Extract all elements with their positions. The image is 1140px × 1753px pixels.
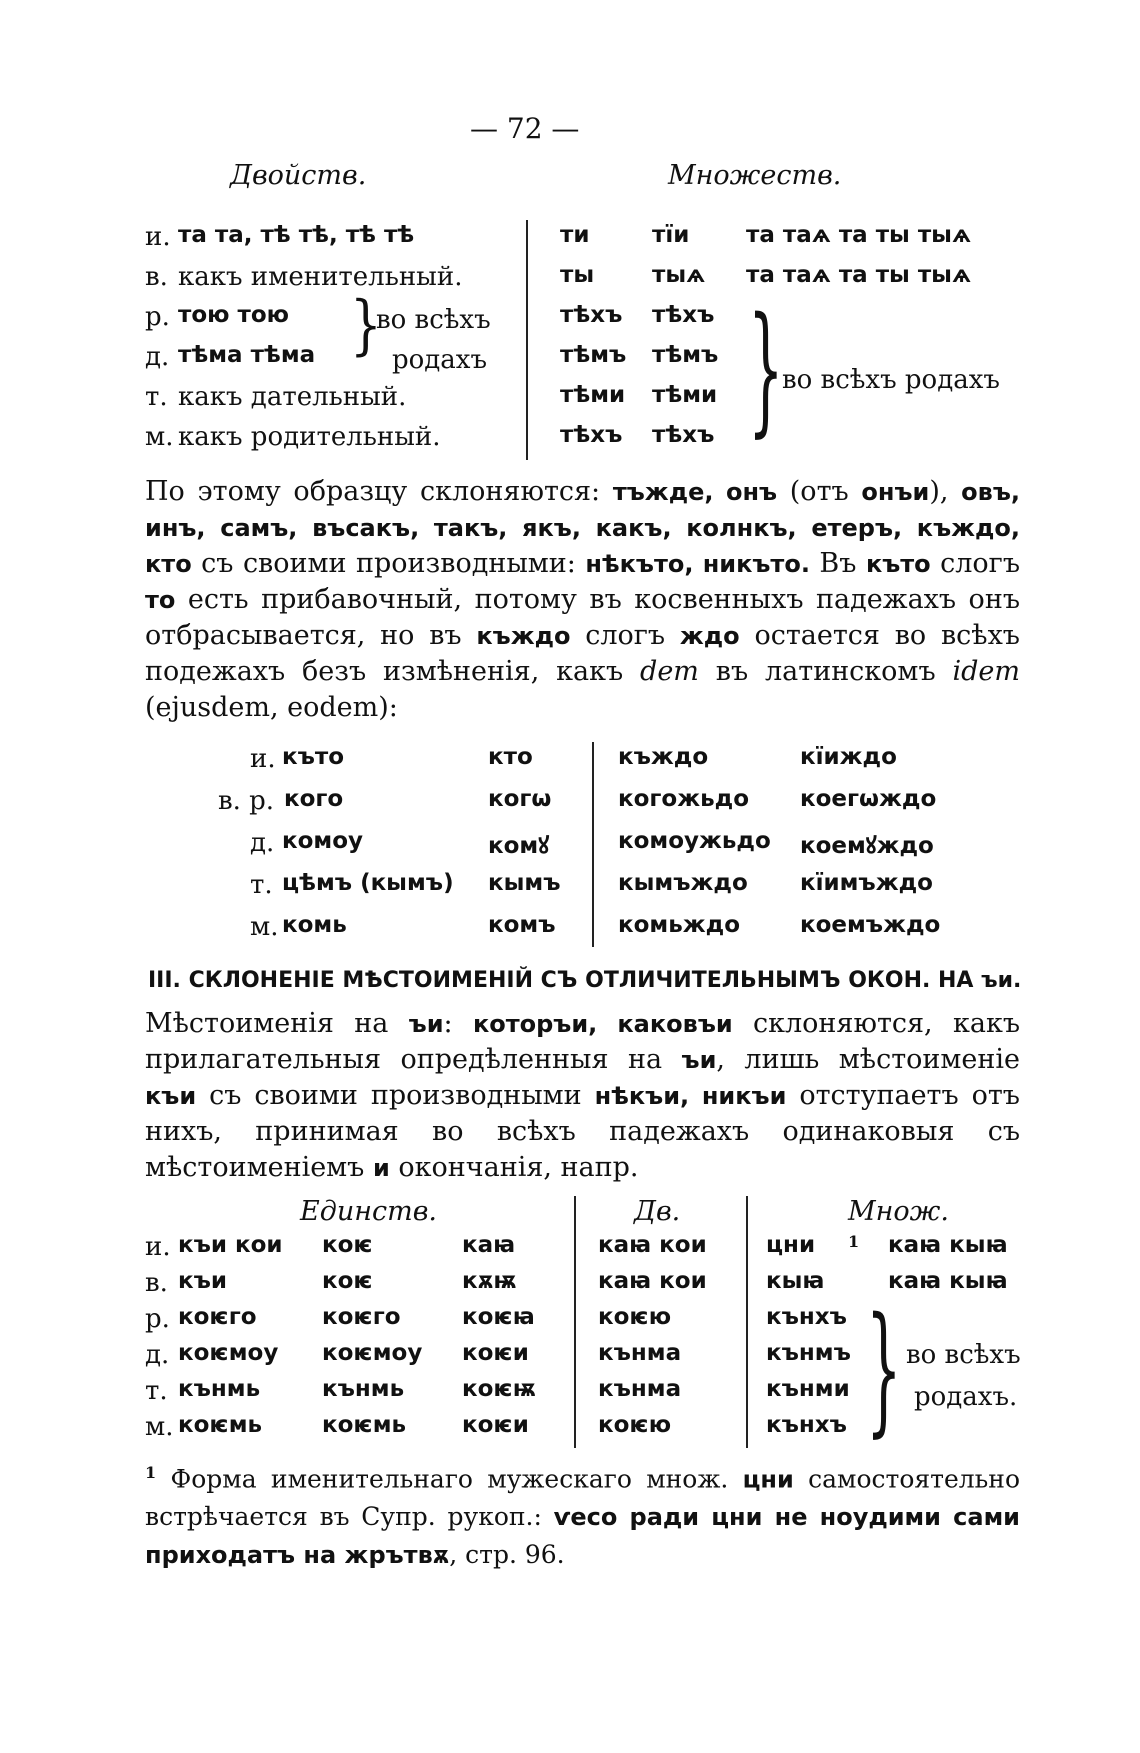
kyi-sg-fem: коѥи — [462, 1340, 529, 1366]
kto-each-cs-form: кїиждо — [800, 744, 897, 770]
text-run: остается во всѣхъ подежахъ безъ измѣненія, какъ — [145, 620, 1020, 687]
page-number: — 72 — — [470, 112, 580, 145]
kyi-brace-text-1: во всѣхъ — [906, 1340, 1021, 1370]
text-run: которъи, каковъи — [472, 1010, 733, 1038]
text-run: есть прибавочный, потому въ косвенныхъ падежахъ онъ отбрасывается, но въ — [145, 584, 1020, 651]
kto-each-old-form: кымъждо — [618, 870, 748, 896]
text-run: то — [145, 586, 176, 614]
text-run: ждо — [679, 622, 740, 650]
dual-forms: тою тою — [178, 302, 289, 328]
kyi-pl-other: каꙗ кыꙗ — [888, 1232, 1008, 1258]
kto-cs-form: кымъ — [488, 870, 561, 896]
kyi-sg-masc: коѥмоу — [178, 1340, 279, 1366]
plural-form-a: тѣмъ — [560, 342, 627, 368]
text-run: въ латинскомъ — [698, 656, 953, 687]
text-run: съ своими производными — [196, 1080, 595, 1111]
kto-cs-form: кто — [488, 744, 533, 770]
dual-header: Двойств. — [230, 160, 367, 191]
text-run: , стр. 96. — [449, 1540, 565, 1570]
kyi-pl-other: каꙗ кыꙗ — [888, 1268, 1008, 1294]
dual-case-label: д. — [145, 342, 170, 372]
plural-form-a: тѣхъ — [560, 422, 623, 448]
kto-each-old-form: комьждо — [618, 912, 741, 938]
kto-case-label: в. р. — [218, 786, 275, 816]
kyi-sg-fem: коѥѭ — [462, 1376, 536, 1402]
kto-cs-form: когѡ — [488, 786, 552, 812]
kyi-case-label: т. — [145, 1376, 168, 1406]
kto-cs-form: комъ — [488, 912, 556, 938]
kyi-case-label: р. — [145, 1304, 170, 1334]
kyi-sg-neut: коѥ — [322, 1268, 373, 1294]
kyi-sg-neut: коѥ — [322, 1232, 373, 1258]
plural-form-b: тѣхъ — [652, 302, 715, 328]
text-run: тъжде, онъ — [612, 478, 778, 506]
text-run: Мѣстоименія на — [145, 1008, 409, 1039]
kyi-dual: коѥю — [598, 1412, 672, 1438]
text-run: idem — [952, 656, 1020, 687]
plural-form-a: тѣхъ — [560, 302, 623, 328]
plural-form-a: ты — [560, 262, 595, 288]
kyi-sg-masc: къи — [178, 1268, 228, 1294]
text-run: Въ — [809, 548, 866, 579]
kyi-sg-neut: кънмь — [322, 1376, 405, 1402]
kyi-dual: коѥю — [598, 1304, 672, 1330]
kyi-pl-masc: кънхъ — [766, 1304, 847, 1330]
text-run: самостоятельно встрѣчается въ Супр. рукоп.: — [145, 1464, 1021, 1532]
kto-old-form: къто — [282, 744, 345, 770]
plural-form-a: тѣми — [560, 382, 626, 408]
kyi-sg-masc: коѥмь — [178, 1412, 263, 1438]
text-run: овъ, инъ, самъ, въсакъ, такъ, якъ, какъ, колнкъ, етеръ, къждо, кто — [145, 478, 1020, 578]
text-run: ъи — [408, 1010, 444, 1038]
dual-brace-text-2: родахъ — [392, 345, 488, 375]
dual-forms: какъ дательный. — [178, 382, 407, 412]
kto-each-cs-form: кїимъждо — [800, 870, 933, 896]
dual-case-label: м. — [145, 422, 174, 452]
kyi-pl-header: Множ. — [848, 1196, 949, 1227]
plural-form-b: тїи — [652, 222, 690, 248]
plural-form-c: та таѧ та ты тыѧ — [746, 262, 972, 288]
kyi-sg-fem: коѥꙗ — [462, 1304, 535, 1330]
dual-case-label: т. — [145, 382, 168, 412]
plural-brace-icon: } — [748, 288, 784, 451]
kto-cs-form: комꙋ — [488, 833, 549, 859]
dual-case-label: в. — [145, 262, 168, 292]
kyi-sg-masc: коѥго — [178, 1304, 257, 1330]
text-run: : — [443, 1008, 473, 1039]
text-run: и — [372, 1154, 390, 1182]
section-title: III. СКЛОНЕНІЕ МѢСТОИМЕНІЙ СЪ ОТЛИЧИТЕЛЬНЫМЪ ОКОН. НА ъи. — [148, 968, 1022, 993]
kyi-sg-masc: кънмь — [178, 1376, 261, 1402]
kyi-sg-fem: кѫѭ — [462, 1268, 517, 1294]
kto-old-form: кого — [284, 786, 344, 812]
kyi-sg-fem: коѥи — [462, 1412, 529, 1438]
kyi-brace-icon: } — [866, 1288, 902, 1451]
kto-old-form: комь — [282, 912, 347, 938]
kto-old-form: цѣмъ (кымъ) — [282, 870, 454, 896]
kyi-pl-masc: кыꙗ — [766, 1268, 825, 1294]
kyi-sg-neut: коѥмоу — [322, 1340, 423, 1366]
dual-forms: та та, тѣ тѣ, тѣ тѣ — [178, 222, 415, 248]
kto-each-old-form: когожьдо — [618, 786, 750, 812]
kyi-dual: кънма — [598, 1376, 682, 1402]
kyi-dual: кънма — [598, 1340, 682, 1366]
dual-forms: какъ родительный. — [178, 422, 441, 452]
plural-form-a: ти — [560, 222, 590, 248]
kto-each-old-form: къждо — [618, 744, 709, 770]
dual-forms: какъ именительный. — [178, 262, 463, 292]
kto-case-label: т. — [250, 870, 273, 900]
dual-brace-icon: } — [350, 287, 382, 363]
dual-plural-divider — [526, 220, 528, 460]
text-run: склоняются, какъ прилагательныя опредѣленныя на — [145, 1008, 1020, 1075]
kto-each-old-form: комоужьдо — [618, 828, 771, 854]
text-run: окончанія, напр. — [389, 1152, 639, 1183]
kyi-du-header: Дв. — [634, 1196, 681, 1227]
text-run: съ своими производными: — [191, 548, 586, 579]
plural-form-b: тѣми — [652, 382, 718, 408]
paragraph-1 — [145, 474, 1020, 726]
text-run: цни — [742, 1465, 794, 1494]
kyi-dual: каꙗ кои — [598, 1232, 707, 1258]
kyi-sg-neut: коѥмь — [322, 1412, 407, 1438]
text-run: нѣкъто, никъто. — [585, 550, 810, 578]
text-run: ѵесо ради цни не ноудими сами приходатъ на жрътвѫ — [145, 1503, 1020, 1570]
kyi-dual: каꙗ кои — [598, 1268, 707, 1294]
text-run: , лишь мѣстоименіе — [716, 1044, 1020, 1075]
kyi-case-label: в. — [145, 1268, 168, 1298]
kyi-pl-masc: кънхъ — [766, 1412, 847, 1438]
kyi-sg-header: Единств. — [300, 1196, 438, 1227]
kyi-case-label: и. — [145, 1232, 171, 1262]
kyi-divider-2 — [746, 1196, 748, 1448]
text-run: (ejusdem, eodem): — [145, 692, 398, 723]
text-run: къто — [865, 550, 931, 578]
text-run: Форма именительнаго мужескаго множ. — [156, 1464, 743, 1494]
kyi-footnote-mark: 1 — [848, 1232, 860, 1251]
kto-each-cs-form: коемꙋждо — [800, 833, 934, 859]
dual-forms: тѣма тѣма — [178, 342, 316, 368]
kyi-brace-text-2: родахъ. — [914, 1382, 1018, 1412]
footnote — [145, 1454, 1020, 1574]
plural-form-b: тѣмъ — [652, 342, 719, 368]
text-run: нѣкъи, никъи — [594, 1082, 787, 1110]
text-run: слогъ — [930, 548, 1020, 579]
kyi-pl-masc: цни — [766, 1232, 816, 1258]
kto-each-cs-form: коемъждо — [800, 912, 941, 938]
text-run: ), — [929, 476, 962, 507]
text-run: (отъ — [777, 476, 862, 507]
kyi-sg-fem: каꙗ — [462, 1232, 516, 1258]
text-run: къи — [145, 1082, 197, 1110]
kyi-pl-masc: кънмъ — [766, 1340, 851, 1366]
kto-table-divider — [592, 742, 594, 947]
plural-form-b: тѣхъ — [652, 422, 715, 448]
kyi-sg-neut: коѥго — [322, 1304, 401, 1330]
plural-brace-text: во всѣхъ родахъ — [782, 365, 1000, 395]
text-run: онъи — [861, 478, 930, 506]
kyi-sg-masc: къи кои — [178, 1232, 283, 1258]
kto-case-label: и. — [250, 744, 276, 774]
kyi-divider-1 — [574, 1196, 576, 1448]
text-run: отступаетъ отъ нихъ, принимая во всѣхъ падежахъ одинаковыя съ мѣстоименіемъ — [145, 1080, 1020, 1183]
text-run: dem — [640, 656, 699, 687]
plural-header: Множеств. — [668, 160, 842, 191]
text-run: ъи — [681, 1046, 717, 1074]
kto-case-label: м. — [250, 912, 279, 942]
paragraph-2 — [145, 1006, 1020, 1186]
text-run: По этому образцу склоняются: — [145, 476, 613, 507]
kyi-case-label: д. — [145, 1340, 170, 1370]
plural-form-b: тыѧ — [652, 262, 706, 288]
kto-each-cs-form: коегѡждо — [800, 786, 937, 812]
dual-brace-text-1: во всѣхъ — [376, 305, 491, 335]
kto-old-form: комоу — [282, 828, 364, 854]
footnote-marker: 1 — [145, 1463, 157, 1482]
dual-case-label: р. — [145, 302, 170, 332]
kyi-pl-masc: кънми — [766, 1376, 850, 1402]
dual-case-label: и. — [145, 222, 171, 252]
kyi-case-label: м. — [145, 1412, 174, 1442]
kto-case-label: д. — [250, 828, 275, 858]
text-run: къждо — [476, 622, 571, 650]
text-run: слогъ — [570, 620, 680, 651]
plural-form-c: та таѧ та ты тыѧ — [746, 222, 972, 248]
